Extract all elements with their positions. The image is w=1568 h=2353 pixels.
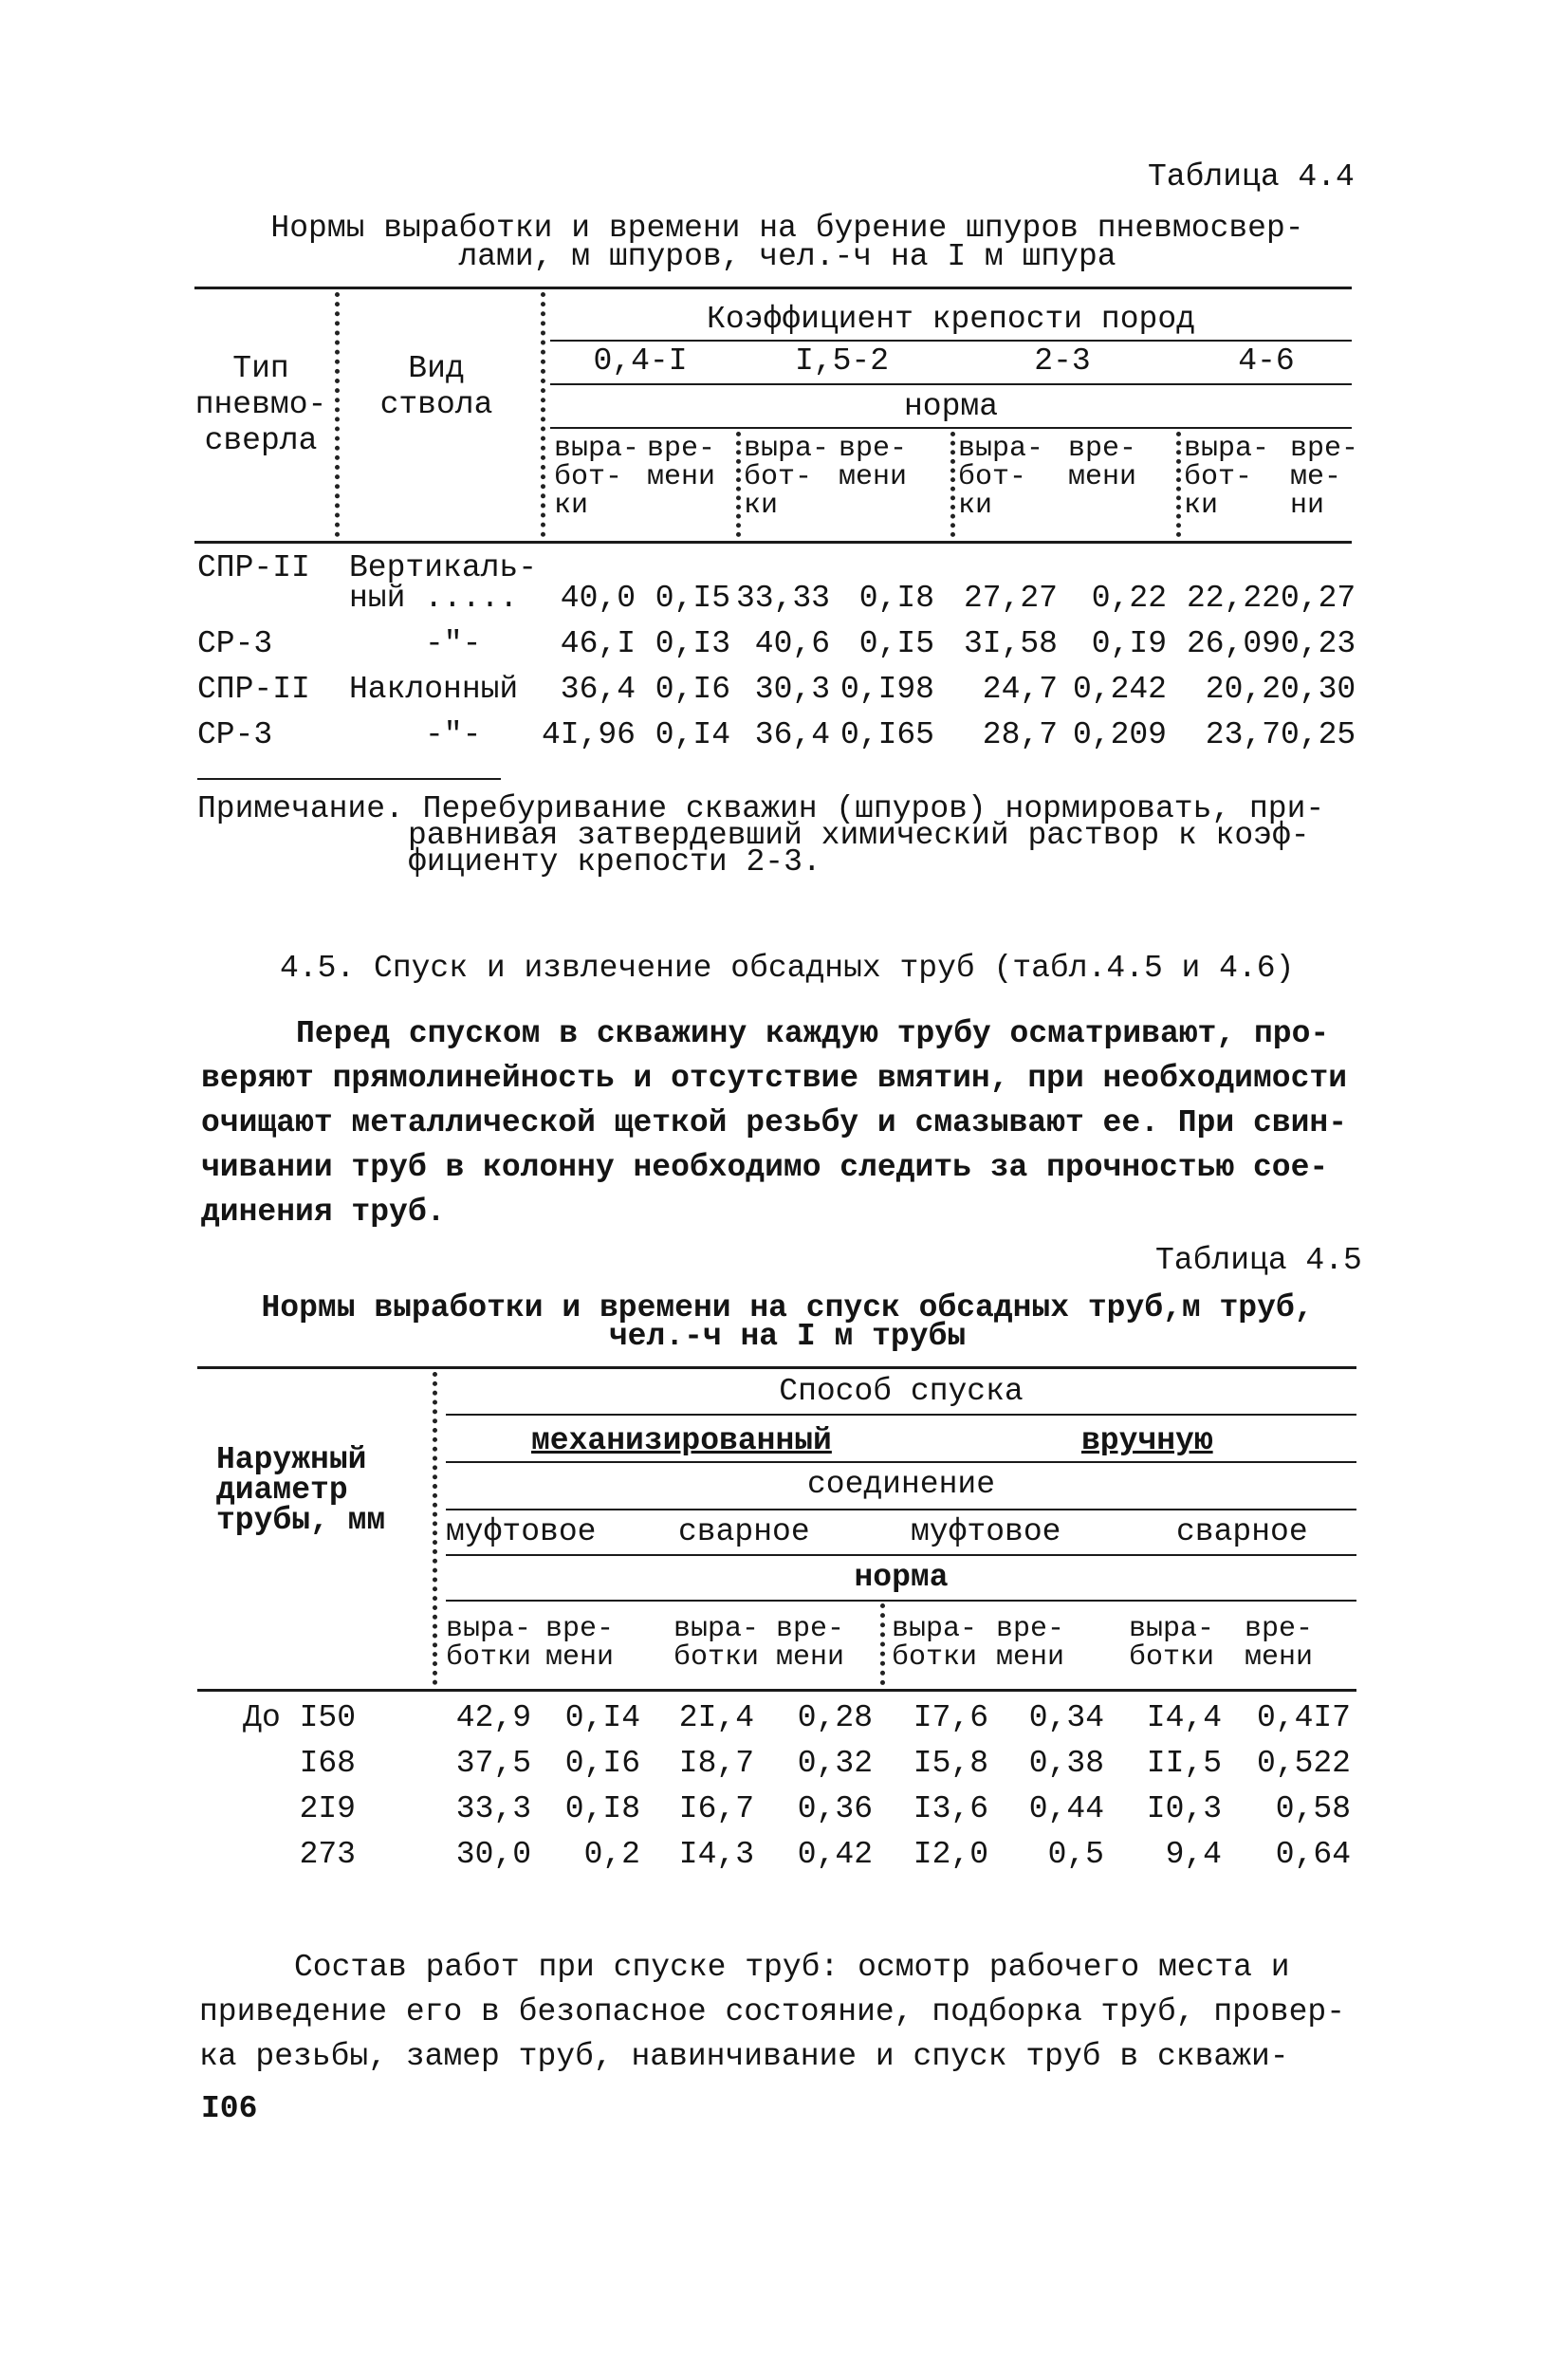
t45-r4-c8: 0,64 [1275,1837,1351,1872]
t45-r2-c6: 0,38 [1028,1746,1104,1781]
t44-vsep-3 [736,432,741,537]
t45-rule-norm [446,1600,1356,1602]
t45-r1-c4: 0,28 [797,1700,873,1735]
t45-manual: вручную [1081,1423,1213,1458]
t45-r2-c1: 37,5 [455,1746,531,1781]
t45-rule-join [446,1509,1356,1510]
t45-r2-c5: I5,8 [913,1746,988,1781]
t44-r1-c7: 22,22 [1186,581,1281,616]
t44-r3-c3: 30,3 [754,672,830,707]
t44-r2-c5: 3I,58 [963,626,1058,661]
t44-r3-c8: 0,30 [1281,672,1356,707]
t45-r2-c2: 0,I6 [564,1746,640,1781]
table-4-4-title-line2: лами, м шпуров, чел.-ч на I м шпура [458,239,1116,274]
t44-row1-type: СПР-II [197,550,310,585]
t44-r4-c5: 28,7 [982,717,1058,752]
t44-rule-coef [550,340,1352,342]
t45-r1-c8: 0,4I7 [1256,1700,1351,1735]
t45-coupling1: муфтовое [446,1514,597,1549]
table-4-4-label: Таблица 4.4 [1148,159,1355,195]
table-4-5-header-rule [197,1689,1356,1692]
t44-sub-time3: вре- мени [1068,433,1137,493]
t44-r4-c4: 0,I65 [839,717,934,752]
t45-r2-c8: 0,522 [1256,1746,1351,1781]
t44-col-type: Тип пневмо- сверла [194,351,327,458]
t44-norm: норма [903,389,999,424]
t45-welded2: сварное [1176,1514,1308,1549]
t44-sub-out1: выра- бот- ки [554,433,640,522]
t44-r3-c4: 0,I98 [839,672,934,707]
t45-r1-c2: 0,I4 [564,1700,640,1735]
t45-sub-time3: вре- мени [996,1613,1065,1674]
t44-r3-c5: 24,7 [982,672,1058,707]
note-rule [197,778,501,780]
t45-r4-c6: 0,5 [1047,1837,1104,1872]
t45-r4-c3: I4,3 [678,1837,754,1872]
t45-r3-c3: I6,7 [678,1791,754,1826]
t44-vsep-2 [541,292,545,537]
t45-r4-c2: 0,2 [583,1837,640,1872]
t44-range-4: 4-6 [1238,343,1295,379]
t44-r4-c8: 0,25 [1281,717,1356,752]
t45-r4-c1: 30,0 [455,1837,531,1872]
t45-r3-c5: I3,6 [913,1791,988,1826]
t45-rule-mech [446,1461,1356,1463]
t45-r3-d: 2I9 [299,1791,356,1826]
t45-r4-c7: 9,4 [1165,1837,1222,1872]
t44-r2-c2: 0,I3 [655,626,730,661]
t44-r1-c3: 33,33 [735,581,830,616]
t45-r3-c8: 0,58 [1275,1791,1351,1826]
section-4-5-heading: 4.5. Спуск и извлечение обсадных труб (табл.4.5 и 4.6) [280,951,1295,986]
t44-range-1: 0,4-I [593,343,688,379]
t44-r1-c2: 0,I5 [655,581,730,616]
table-4-5-top-rule [197,1366,1356,1369]
t45-sub-time1: вре- мени [545,1613,615,1674]
t45-welded1: сварное [678,1514,810,1549]
t45-r1-d: До I50 [243,1700,356,1735]
t44-sub-out3: выра- бот- ки [958,433,1044,522]
t44-row2-kind: -"- [425,626,482,661]
t45-r1-c1: 42,9 [455,1700,531,1735]
t44-r3-c1: 36,4 [560,672,636,707]
t45-r1-c3: 2I,4 [678,1700,754,1735]
t45-join: соединение [806,1467,996,1502]
t45-r1-c7: I4,4 [1146,1700,1222,1735]
t44-range-3: 2-3 [1034,343,1091,379]
t45-sub-time4: вре- мени [1245,1613,1314,1674]
t44-vsep-5 [1176,432,1181,537]
t44-r1-c6: 0,22 [1091,581,1167,616]
t44-r1-c4: 0,I8 [858,581,934,616]
t44-row4-type: СР-3 [197,717,273,752]
t45-mech: механизированный [531,1423,832,1458]
t44-r2-c8: 0,23 [1281,626,1356,661]
t45-r2-c3: I8,7 [678,1746,754,1781]
t44-coef-title: Коэффициент крепости пород [707,302,1195,337]
t44-range-2: I,5-2 [794,343,890,379]
t45-method: Способ спуска [779,1374,1024,1409]
t44-r4-c2: 0,I4 [655,717,730,752]
page-number: I06 [201,2091,258,2126]
t44-r2-c6: 0,I9 [1091,626,1167,661]
t45-col-diam: Наружный диаметр трубы, мм [216,1442,386,1538]
table-4-4-top-rule [194,287,1352,289]
t44-sub-out2: выра- бот- ки [744,433,830,522]
t45-r3-c6: 0,44 [1028,1791,1104,1826]
t45-r1-c6: 0,34 [1028,1700,1104,1735]
t44-sub-out4: выра- бот- ки [1184,433,1270,522]
t45-r3-c7: I0,3 [1146,1791,1222,1826]
t44-r2-c4: 0,I5 [858,626,934,661]
t45-sub-time2: вре- мени [776,1613,845,1674]
table-4-4-title [190,211,1385,275]
t45-r2-c7: II,5 [1146,1746,1222,1781]
bottom-paragraph: Состав работ при спуске труб: осмотр рабочего места и приведение его в безопасное состояние, подборка труб, провер- ка резьбы, замер труб, навинчивание и спуск труб в скважи- [199,1950,1345,2074]
t45-r2-c4: 0,32 [797,1746,873,1781]
t45-r2-d: I68 [299,1746,356,1781]
t45-r1-c5: I7,6 [913,1700,988,1735]
t44-rule-ranges [550,383,1352,385]
t45-vsep-2 [880,1603,885,1685]
t44-row3-type: СПР-II [197,672,310,707]
t44-r1-c1: 40,0 [560,581,636,616]
t44-r1-c8: 0,27 [1281,581,1356,616]
t45-r4-c4: 0,42 [797,1837,873,1872]
table-4-5-title-line2: чел.-ч на I м трубы [608,1319,967,1354]
t44-r3-c2: 0,I6 [655,672,730,707]
t44-r3-c7: 20,2 [1205,672,1281,707]
table-4-4-note: Примечание. Перебуривание скважин (шпуров) нормировать, при- равнивая затвердевший химический раствор к коэф- фициенту крепости 2-3. [197,791,1325,880]
t45-r4-c5: I2,0 [913,1837,988,1872]
t44-r4-c1: 4I,96 [541,717,636,752]
t44-vsep-4 [950,432,955,537]
t45-sub-out3: выра- ботки [892,1613,978,1674]
t44-r1-c5: 27,27 [963,581,1058,616]
t45-norm: норма [854,1560,949,1595]
t44-rule-norm [550,427,1352,429]
t45-vsep-1 [433,1372,437,1685]
t45-sub-out2: выра- ботки [673,1613,760,1674]
section-4-5-paragraph: Перед спуском в скважину каждую трубу осматривают, про- веряют прямолинейность и отсутствие вмятин, при необходимости очищают металлической щеткой резьбу и смазывают ее. При свин- чивании труб в колонну необходимо следить за прочностью сое- динения труб. [201,1016,1347,1230]
t45-r3-c2: 0,I8 [564,1791,640,1826]
t44-sub-time4: вре- ме- ни [1290,433,1359,522]
t44-r4-c6: 0,209 [1072,717,1167,752]
t44-col-kind: Вид ствола [379,351,493,422]
t44-row3-kind: Наклонный [349,672,519,707]
t44-sub-time1: вре- мени [647,433,716,493]
t44-r2-c3: 40,6 [754,626,830,661]
t45-r3-c4: 0,36 [797,1791,873,1826]
t45-coupling2: муфтовое [911,1514,1061,1549]
t44-r4-c7: 23,7 [1205,717,1281,752]
t44-row4-kind: -"- [425,717,482,752]
t44-r2-c1: 46,I [560,626,636,661]
t45-r4-d: 273 [299,1837,356,1872]
table-4-5-title [190,1290,1385,1355]
t45-sub-out1: выра- ботки [446,1613,532,1674]
t45-r3-c1: 33,3 [455,1791,531,1826]
table-4-4-header-rule [194,541,1352,544]
t44-row2-type: СР-3 [197,626,273,661]
table-4-4-title-line1: Нормы выработки и времени на бурение шпуров пневмосвер- [270,211,1304,246]
table-4-5-label: Таблица 4.5 [1155,1243,1362,1278]
t45-rule-method [446,1414,1356,1416]
t45-rule-type [446,1554,1356,1556]
t45-sub-out4: выра- ботки [1129,1613,1215,1674]
t44-vsep-1 [335,292,340,537]
t44-row1-kind: Вертикаль- ный ..... [349,550,538,616]
table-4-5-title-line1: Нормы выработки и времени на спуск обсадных труб,м труб, [261,1290,1314,1325]
t44-r3-c6: 0,242 [1072,672,1167,707]
t44-r4-c3: 36,4 [754,717,830,752]
t44-sub-time2: вре- мени [839,433,908,493]
t44-r2-c7: 26,09 [1186,626,1281,661]
